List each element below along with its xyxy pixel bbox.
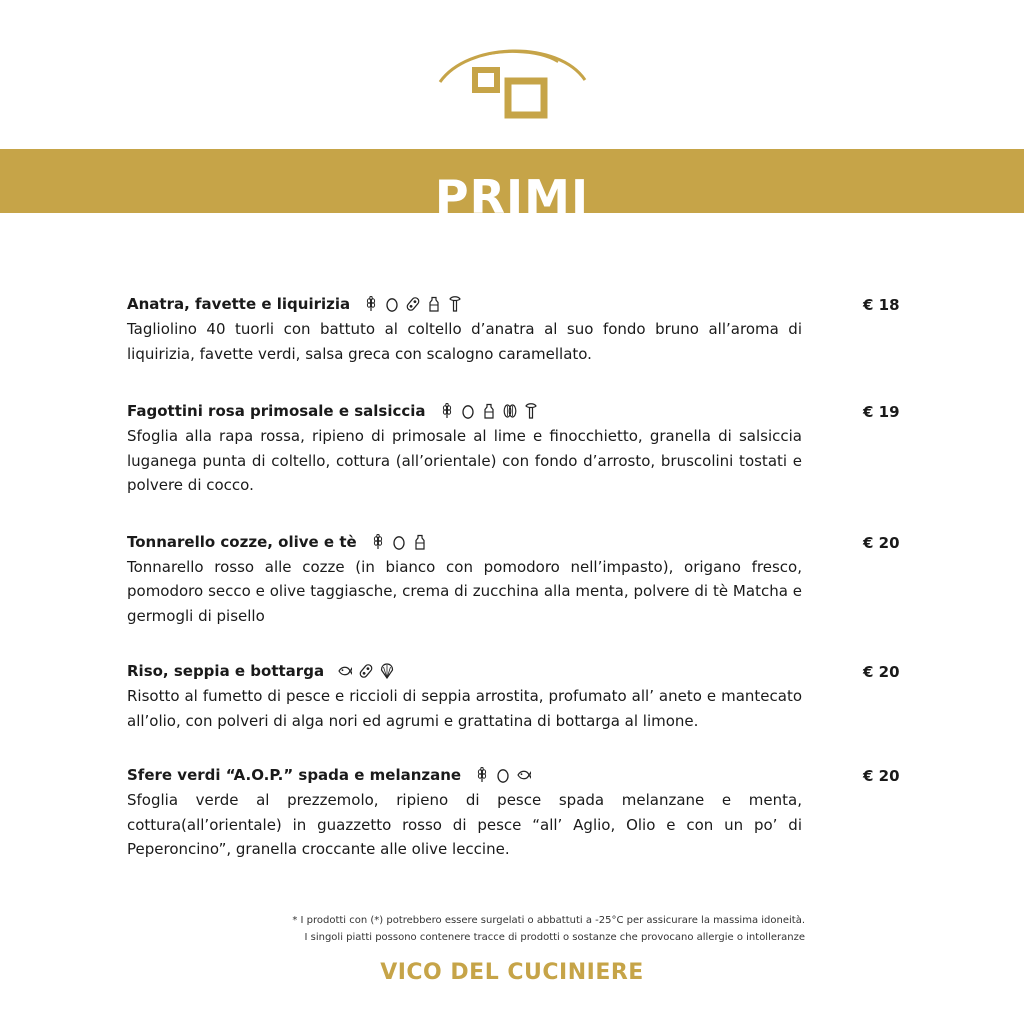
dish-description: Tagliolino 40 tuorli con battuto al coltello d’anatra al suo fondo bruno all’aroma di liquirizia, favette verdi, salsa greca con scalogno caramellato. <box>127 320 802 363</box>
dish-name: Riso, seppia e bottarga <box>127 662 325 680</box>
egg-icon <box>496 767 510 783</box>
restaurant-name: VICO DEL CUCINIERE <box>380 960 644 985</box>
menu-item <box>127 528 907 629</box>
celery-icon <box>448 296 462 312</box>
soy-icon <box>406 296 420 312</box>
note-line: I singoli piatti possono contenere tracce di prodotti o sostanze che provocano allergie o intolleranze <box>304 932 805 943</box>
milk-icon <box>482 403 496 419</box>
gluten-icon <box>475 767 489 783</box>
dish-description: Sfoglia alla rapa rossa, ripieno di primosale al lime e finocchietto, granella di salsiccia luganega punta di coltello, cottura (all’orientale) con fondo d’arrosto, bruscolini tostati e polvere di cocco. <box>127 427 802 494</box>
dish-price: € 19 <box>863 403 900 421</box>
menu-item <box>127 290 907 366</box>
milk-icon <box>427 296 441 312</box>
milk-icon <box>413 534 427 550</box>
fish-icon <box>338 663 352 679</box>
dish-price: € 20 <box>863 767 900 785</box>
allergen-icons <box>364 296 462 312</box>
menu-item-header <box>127 761 907 789</box>
note-line: * I prodotti con (*) potrebbero essere surgelati o abbattuti a -25°C per assicurare la massima idoneità. <box>292 915 805 926</box>
gluten-icon <box>371 534 385 550</box>
egg-icon <box>461 403 475 419</box>
section-banner <box>0 149 1024 213</box>
menu-item-header <box>127 290 907 318</box>
dish-price: € 20 <box>863 533 900 552</box>
menu-item-header <box>127 528 907 556</box>
dish-name: Sfere verdi “A.O.P.” spada e melanzane <box>127 766 462 784</box>
restaurant-logo <box>438 46 588 122</box>
dish-description: Tonnarello rosso alle cozze (in bianco con pomodoro nell’impasto), origano fresco, pomodoro secco e olive taggiasche, crema di zucchina alla menta, polvere di tè Matcha e germogli di pisello <box>127 557 802 625</box>
gluten-icon <box>440 403 454 419</box>
menu-list <box>127 290 907 862</box>
menu-item-header <box>127 397 907 425</box>
allergen-icons <box>371 534 427 550</box>
gluten-icon <box>364 296 378 312</box>
nuts-icon <box>503 403 517 419</box>
allergen-notes <box>292 912 805 946</box>
section-title: PRIMI <box>434 170 590 213</box>
menu-item-header <box>127 657 907 685</box>
dish-description: Sfoglia verde al prezzemolo, ripieno di pesce spada melanzane e menta, cottura(all’orientale) in guazzetto rosso di pesce “all’ Aglio, Olio e con un po’ di Peperoncino”, granella croccante alle olive leccine. <box>127 791 802 858</box>
allergen-icons <box>440 403 538 419</box>
dish-name: Fagottini rosa primosale e salsiccia <box>127 402 426 420</box>
menu-item <box>127 657 907 733</box>
fish-icon <box>517 767 531 783</box>
soy-icon <box>359 663 373 679</box>
menu-item <box>127 397 907 498</box>
dish-price: € 18 <box>863 296 900 314</box>
allergen-icons <box>475 767 531 783</box>
dish-price: € 20 <box>863 663 900 681</box>
celery-icon <box>524 403 538 419</box>
dish-name: Tonnarello cozze, olive e tè <box>127 532 357 551</box>
dish-name: Anatra, favette e liquirizia <box>127 295 351 313</box>
egg-icon <box>392 534 406 550</box>
shellfish-icon <box>380 663 394 679</box>
egg-icon <box>385 296 399 312</box>
menu-item <box>127 761 907 862</box>
allergen-icons <box>338 663 394 679</box>
dish-description: Risotto al fumetto di pesce e riccioli di seppia arrostita, profumato all’ aneto e mantecato all’olio, con polveri di alga nori ed agrumi e grattatina di bottarga al limone. <box>127 687 802 730</box>
